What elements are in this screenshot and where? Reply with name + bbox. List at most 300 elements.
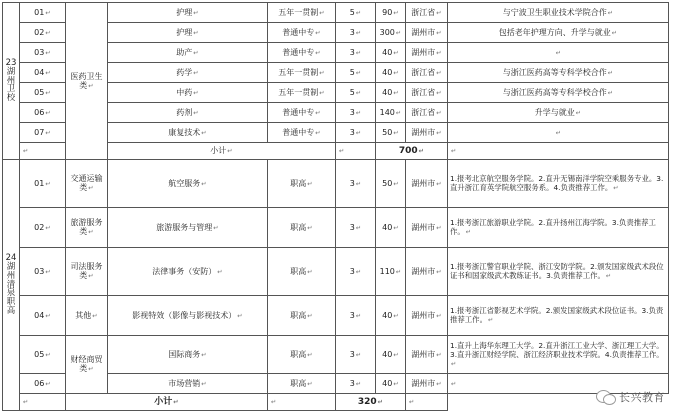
- school-name-char: 职: [6, 297, 16, 308]
- note-cell: [448, 248, 669, 296]
- school-name-char: 湖: [6, 261, 16, 272]
- paragraph-mark: ↵: [88, 81, 94, 90]
- paragraph-mark: ↵: [355, 379, 362, 388]
- paragraph-mark: ↵: [339, 147, 345, 156]
- row-number: [20, 103, 66, 123]
- row-number: [20, 208, 66, 248]
- paragraph-mark: ↵: [409, 398, 415, 407]
- years-cell: [336, 374, 376, 394]
- paragraph-mark: ↵: [88, 184, 94, 193]
- years-cell-text: 3: [349, 266, 355, 276]
- major-cell-text: 国际商务: [168, 349, 201, 359]
- paragraph-mark: ↵: [193, 68, 199, 77]
- paragraph-mark: ↵: [613, 184, 619, 193]
- study-type-cell-text: 职高: [290, 378, 307, 388]
- years-cell: [336, 296, 376, 336]
- paragraph-mark: ↵: [393, 223, 399, 232]
- major-cell: [108, 248, 268, 296]
- major-cell-text: 航空服务: [168, 178, 201, 188]
- paragraph-mark: ↵: [607, 8, 614, 17]
- enroll-area-cell-text: 湖州市: [411, 310, 436, 320]
- major-cell-text: 药学: [176, 67, 193, 77]
- paragraph-mark: ↵: [227, 147, 233, 156]
- wechat-icon: [596, 388, 616, 406]
- category-cell: [66, 296, 108, 336]
- paragraph-mark: ↵: [487, 316, 494, 325]
- major-cell-text: 旅游服务与管理: [156, 222, 213, 232]
- years-cell: [336, 83, 376, 103]
- study-type-cell: [268, 374, 336, 394]
- category-cell: [66, 208, 108, 248]
- paragraph-mark: ↵: [393, 379, 399, 388]
- note-cell: [448, 123, 669, 143]
- paragraph-mark: ↵: [23, 147, 29, 156]
- blank-cell: [448, 143, 669, 160]
- study-type-cell-text: 五年一贯制: [278, 67, 319, 77]
- study-type-cell: [268, 336, 336, 374]
- row-number-text: 05: [34, 87, 45, 97]
- blank-cell: [406, 394, 448, 411]
- paragraph-mark: ↵: [237, 311, 243, 320]
- subtotal-value-text: 320: [357, 396, 377, 407]
- study-type-cell-text: 五年一贯制: [278, 7, 319, 17]
- study-type-cell: [268, 123, 336, 143]
- paragraph-mark: ↵: [611, 28, 618, 37]
- subtotal-value-text: 700: [398, 145, 418, 156]
- major-cell-text: 药剂: [176, 107, 193, 117]
- major-cell-text: 护理: [176, 7, 193, 17]
- paragraph-mark: ↵: [436, 108, 442, 117]
- paragraph-mark: ↵: [451, 147, 457, 156]
- major-cell-text: 护理: [176, 27, 193, 37]
- major-cell-text: 助产: [176, 47, 193, 57]
- note-cell-text: 1.报考北京航空服务学院。2.直升无锡南洋学院空乘服务专业。3.直升浙江育英学院航空服务系。4.负责推荐工作。: [450, 174, 664, 193]
- paragraph-mark: ↵: [436, 179, 442, 188]
- table-row: [3, 160, 669, 208]
- study-type-cell: [268, 3, 336, 23]
- paragraph-mark: ↵: [436, 128, 442, 137]
- row-number: [20, 83, 66, 103]
- major-cell: [108, 374, 268, 394]
- paragraph-mark: ↵: [377, 397, 384, 406]
- years-cell-text: 3: [349, 27, 355, 37]
- enroll-area-cell-text: 湖州市: [411, 47, 436, 57]
- plan-count-cell-text: 90: [382, 7, 393, 17]
- row-number-text: 05: [34, 349, 45, 359]
- paragraph-mark: ↵: [201, 128, 207, 137]
- row-number-text: 06: [34, 107, 45, 117]
- years-cell: [336, 248, 376, 296]
- school-name-char: 州: [6, 75, 16, 86]
- category-cell: [66, 3, 108, 160]
- school-number: 23: [5, 57, 17, 68]
- study-type-cell-text: 职高: [290, 310, 307, 320]
- note-cell-text: 1.报考浙江警官职业学院、浙江安防学院。2.颁发国家级武术段位证书和国家级武术教练证书。3.负责推荐工作。: [450, 262, 664, 281]
- major-cell: [108, 3, 268, 23]
- major-cell-text: 中药: [176, 87, 193, 97]
- paragraph-mark: ↵: [418, 146, 425, 155]
- enroll-area-cell-text: 湖州市: [411, 27, 436, 37]
- plan-count-cell-text: 40: [382, 349, 393, 359]
- years-cell: [336, 336, 376, 374]
- paragraph-mark: ↵: [355, 28, 362, 37]
- paragraph-mark: ↵: [355, 223, 362, 232]
- paragraph-mark: ↵: [436, 28, 442, 37]
- study-type-cell-text: 职高: [290, 178, 307, 188]
- study-type-cell-text: 普通中专: [282, 107, 315, 117]
- paragraph-mark: ↵: [355, 179, 362, 188]
- table-row: [3, 248, 669, 296]
- school-name-cell: [3, 160, 20, 411]
- paragraph-mark: ↵: [45, 68, 51, 77]
- years-cell-text: 3: [349, 178, 355, 188]
- plan-count-cell-text: 40: [382, 87, 393, 97]
- plan-count-cell-text: 40: [382, 378, 393, 388]
- enroll-area-cell: [406, 83, 448, 103]
- note-cell-text: 与宁波卫生职业技术学院合作: [502, 7, 607, 17]
- years-cell: [336, 103, 376, 123]
- table-row: [3, 208, 669, 248]
- plan-count-cell-text: 40: [382, 47, 393, 57]
- enroll-area-cell: [406, 103, 448, 123]
- category-cell-text: 其他: [75, 310, 92, 320]
- school-name-char: 泉: [6, 288, 16, 299]
- paragraph-mark: ↵: [315, 128, 321, 137]
- enroll-area-cell-text: 湖州市: [411, 127, 436, 137]
- table-row: [3, 336, 669, 374]
- school-name-char: 湖: [6, 66, 16, 77]
- note-cell: [448, 296, 669, 336]
- enroll-area-cell-text: 湖州市: [411, 178, 436, 188]
- row-number: [20, 3, 66, 23]
- major-cell: [108, 63, 268, 83]
- paragraph-mark: ↵: [393, 48, 399, 57]
- paragraph-mark: ↵: [193, 8, 199, 17]
- plan-count-cell: [376, 160, 406, 208]
- paragraph-mark: ↵: [355, 48, 362, 57]
- table-row: [3, 296, 669, 336]
- plan-count-cell-text: 40: [382, 222, 393, 232]
- paragraph-mark: ↵: [465, 228, 472, 237]
- paragraph-mark: ↵: [307, 179, 313, 188]
- paragraph-mark: ↵: [395, 267, 402, 276]
- major-cell: [108, 296, 268, 336]
- paragraph-mark: ↵: [355, 128, 362, 137]
- enroll-area-cell: [406, 336, 448, 374]
- years-cell-text: 3: [349, 47, 355, 57]
- plan-count-cell-text: 50: [382, 127, 393, 137]
- paragraph-mark: ↵: [607, 68, 614, 77]
- study-type-cell: [268, 160, 336, 208]
- paragraph-mark: ↵: [355, 8, 362, 17]
- paragraph-mark: ↵: [45, 379, 51, 388]
- plan-count-cell: [376, 43, 406, 63]
- plan-count-cell-text: 300: [379, 27, 395, 37]
- paragraph-mark: ↵: [393, 350, 399, 359]
- plan-count-cell: [376, 63, 406, 83]
- paragraph-mark: ↵: [45, 48, 51, 57]
- plan-count-cell-text: 40: [382, 67, 393, 77]
- category-cell-text: 医药卫生类: [70, 71, 103, 90]
- wechat-watermark: [596, 386, 680, 408]
- plan-count-cell: [376, 103, 406, 123]
- plan-count-cell: [376, 374, 406, 394]
- plan-count-cell: [376, 208, 406, 248]
- paragraph-mark: ↵: [92, 311, 98, 320]
- paragraph-mark: ↵: [393, 88, 399, 97]
- subtotal-label: [66, 394, 268, 411]
- paragraph-mark: ↵: [201, 350, 207, 359]
- paragraph-mark: ↵: [355, 267, 362, 276]
- school-name-char: 州: [6, 270, 16, 281]
- paragraph-mark: ↵: [393, 311, 399, 320]
- years-cell: [336, 23, 376, 43]
- paragraph-mark: ↵: [201, 379, 207, 388]
- enroll-area-cell-text: 浙江省: [411, 107, 436, 117]
- plan-count-cell: [376, 296, 406, 336]
- study-type-cell-text: 五年一贯制: [278, 87, 319, 97]
- note-cell: [448, 63, 669, 83]
- paragraph-mark: ↵: [45, 267, 51, 276]
- paragraph-mark: ↵: [45, 128, 51, 137]
- paragraph-mark: ↵: [319, 88, 325, 97]
- paragraph-mark: ↵: [45, 8, 51, 17]
- subtotal-label-text: 小计: [210, 146, 227, 156]
- years-cell-text: 3: [349, 107, 355, 117]
- paragraph-mark: ↵: [315, 28, 321, 37]
- category-cell-text: 司法服务类: [70, 262, 103, 281]
- paragraph-mark: ↵: [436, 311, 442, 320]
- paragraph-mark: ↵: [393, 179, 399, 188]
- years-cell: [336, 123, 376, 143]
- study-type-cell-text: 职高: [290, 349, 307, 359]
- enroll-area-cell-text: 湖州市: [411, 266, 436, 276]
- major-cell: [108, 103, 268, 123]
- row-number-text: 06: [34, 378, 45, 388]
- paragraph-mark: ↵: [436, 68, 442, 77]
- note-cell-text: 1.报考浙江旅游职业学院。2.直升扬州江海学院。3.负责推荐工作。: [450, 218, 656, 237]
- paragraph-mark: ↵: [307, 350, 313, 359]
- paragraph-mark: ↵: [307, 223, 313, 232]
- blank-cell: [20, 143, 66, 160]
- paragraph-mark: ↵: [173, 397, 179, 406]
- plan-count-cell: [376, 23, 406, 43]
- paragraph-mark: ↵: [271, 398, 277, 407]
- paragraph-mark: ↵: [45, 88, 51, 97]
- category-cell: [66, 248, 108, 296]
- study-type-cell: [268, 83, 336, 103]
- enroll-area-cell-text: 浙江省: [411, 87, 436, 97]
- major-cell-text: 市场营销: [168, 378, 201, 388]
- enroll-area-cell: [406, 63, 448, 83]
- paragraph-mark: ↵: [436, 48, 442, 57]
- major-cell: [108, 336, 268, 374]
- paragraph-mark: ↵: [436, 223, 442, 232]
- years-cell: [336, 160, 376, 208]
- enroll-area-cell: [406, 374, 448, 394]
- enroll-area-cell: [406, 43, 448, 63]
- note-cell: [448, 160, 669, 208]
- subtotal-value: [336, 394, 406, 411]
- school-name-char: 卫: [6, 84, 16, 95]
- school-name-char: 校: [6, 93, 16, 104]
- note-cell-text: 1.直升上海华东理工大学。2.直升浙江工业大学、浙江理工大学。3.直升浙江财经学院、浙江经济职业技术学院。4.负责推荐工作。: [450, 340, 664, 359]
- enroll-area-cell: [406, 208, 448, 248]
- enroll-area-cell-text: 湖州市: [411, 349, 436, 359]
- note-cell: [448, 3, 669, 23]
- paragraph-mark: ↵: [355, 88, 362, 97]
- paragraph-mark: ↵: [201, 179, 207, 188]
- watermark-text: 长兴教育: [619, 391, 665, 404]
- school-name-char: 清: [6, 279, 16, 290]
- years-cell-text: 3: [349, 378, 355, 388]
- paragraph-mark: ↵: [436, 267, 442, 276]
- years-cell-text: 5: [349, 67, 355, 77]
- row-number: [20, 296, 66, 336]
- paragraph-mark: ↵: [355, 350, 362, 359]
- paragraph-mark: ↵: [605, 272, 612, 281]
- enroll-area-cell-text: 湖州市: [411, 378, 436, 388]
- school-number: 24: [5, 252, 17, 263]
- enroll-area-cell-text: 湖州市: [411, 222, 436, 232]
- paragraph-mark: ↵: [355, 311, 362, 320]
- category-cell-text: 旅游服务类: [70, 218, 103, 237]
- subtotal-label: [108, 143, 336, 160]
- enroll-area-cell: [406, 296, 448, 336]
- major-cell-text: 康复技术: [168, 127, 201, 137]
- years-cell-text: 3: [349, 127, 355, 137]
- enroll-area-cell: [406, 123, 448, 143]
- paragraph-mark: ↵: [555, 48, 562, 57]
- category-cell: [66, 336, 108, 394]
- paragraph-mark: ↵: [213, 223, 219, 232]
- paragraph-mark: ↵: [45, 311, 51, 320]
- table-row: [3, 3, 669, 23]
- enroll-area-cell: [406, 23, 448, 43]
- plan-count-cell: [376, 3, 406, 23]
- school-name-char: 高: [6, 306, 16, 317]
- paragraph-mark: ↵: [307, 379, 313, 388]
- paragraph-mark: ↵: [307, 311, 313, 320]
- school-name-cell: [3, 3, 20, 160]
- study-type-cell: [268, 23, 336, 43]
- major-cell-text: 影视特效（影像与影视技术）: [132, 310, 237, 320]
- paragraph-mark: ↵: [555, 128, 562, 137]
- paragraph-mark: ↵: [395, 28, 402, 37]
- note-cell: [448, 23, 669, 43]
- plan-count-cell: [376, 336, 406, 374]
- major-cell: [108, 83, 268, 103]
- subtotal-label-text: 小计: [154, 396, 173, 407]
- enrollment-plan-table: [2, 2, 669, 411]
- years-cell-text: 3: [349, 310, 355, 320]
- plan-count-cell: [376, 83, 406, 103]
- category-cell-text: 财经商贸类: [70, 355, 103, 374]
- paragraph-mark: ↵: [45, 108, 51, 117]
- study-type-cell: [268, 103, 336, 123]
- paragraph-mark: ↵: [88, 228, 94, 237]
- major-cell: [108, 43, 268, 63]
- note-cell-text: 与浙江医药高等专科学校合作: [502, 67, 607, 77]
- note-cell: [448, 83, 669, 103]
- major-cell: [108, 123, 268, 143]
- row-number-text: 02: [34, 27, 45, 37]
- paragraph-mark: ↵: [193, 48, 199, 57]
- paragraph-mark: ↵: [319, 68, 325, 77]
- study-type-cell-text: 普通中专: [282, 47, 315, 57]
- paragraph-mark: ↵: [193, 28, 199, 37]
- row-number: [20, 248, 66, 296]
- paragraph-mark: ↵: [355, 68, 362, 77]
- note-cell-text: 升学与就业: [534, 107, 575, 117]
- row-number: [20, 43, 66, 63]
- major-cell: [108, 160, 268, 208]
- note-cell-text: 与浙江医药高等专科学校合作: [502, 87, 607, 97]
- row-number-text: 04: [34, 310, 45, 320]
- plan-count-cell-text: 50: [382, 178, 393, 188]
- category-cell: [66, 160, 108, 208]
- plan-count-cell: [376, 248, 406, 296]
- enroll-area-cell: [406, 248, 448, 296]
- enroll-area-cell: [406, 3, 448, 23]
- note-cell: [448, 43, 669, 63]
- row-number: [20, 23, 66, 43]
- study-type-cell-text: 职高: [290, 266, 307, 276]
- paragraph-mark: ↵: [436, 88, 442, 97]
- paragraph-mark: ↵: [607, 88, 614, 97]
- row-number-text: 03: [34, 266, 45, 276]
- note-cell: [448, 208, 669, 248]
- subtotal-row: [3, 394, 669, 411]
- row-number: [20, 63, 66, 83]
- paragraph-mark: ↵: [315, 48, 321, 57]
- paragraph-mark: ↵: [451, 379, 457, 388]
- study-type-cell: [268, 208, 336, 248]
- paragraph-mark: ↵: [88, 272, 94, 281]
- paragraph-mark: ↵: [575, 108, 582, 117]
- paragraph-mark: ↵: [45, 223, 51, 232]
- plan-count-cell-text: 140: [379, 107, 395, 117]
- paragraph-mark: ↵: [193, 88, 199, 97]
- paragraph-mark: ↵: [45, 28, 51, 37]
- paragraph-mark: ↵: [23, 398, 29, 407]
- row-number-text: 03: [34, 47, 45, 57]
- major-cell: [108, 208, 268, 248]
- paragraph-mark: ↵: [436, 350, 442, 359]
- years-cell: [336, 3, 376, 23]
- plan-count-cell-text: 40: [382, 310, 393, 320]
- study-type-cell-text: 普通中专: [282, 127, 315, 137]
- blank-cell: [20, 394, 66, 411]
- paragraph-mark: ↵: [395, 108, 402, 117]
- paragraph-mark: ↵: [436, 379, 442, 388]
- paragraph-mark: ↵: [451, 359, 457, 368]
- row-number-text: 01: [34, 178, 45, 188]
- row-number: [20, 123, 66, 143]
- study-type-cell: [268, 43, 336, 63]
- subtotal-value: [376, 143, 448, 160]
- paragraph-mark: ↵: [393, 8, 399, 17]
- years-cell-text: 5: [349, 7, 355, 17]
- paragraph-mark: ↵: [307, 267, 313, 276]
- paragraph-mark: ↵: [217, 267, 223, 276]
- paragraph-mark: ↵: [45, 179, 51, 188]
- row-number-text: 01: [34, 7, 45, 17]
- paragraph-mark: ↵: [315, 108, 321, 117]
- plan-count-cell: [376, 123, 406, 143]
- study-type-cell: [268, 296, 336, 336]
- years-cell: [336, 43, 376, 63]
